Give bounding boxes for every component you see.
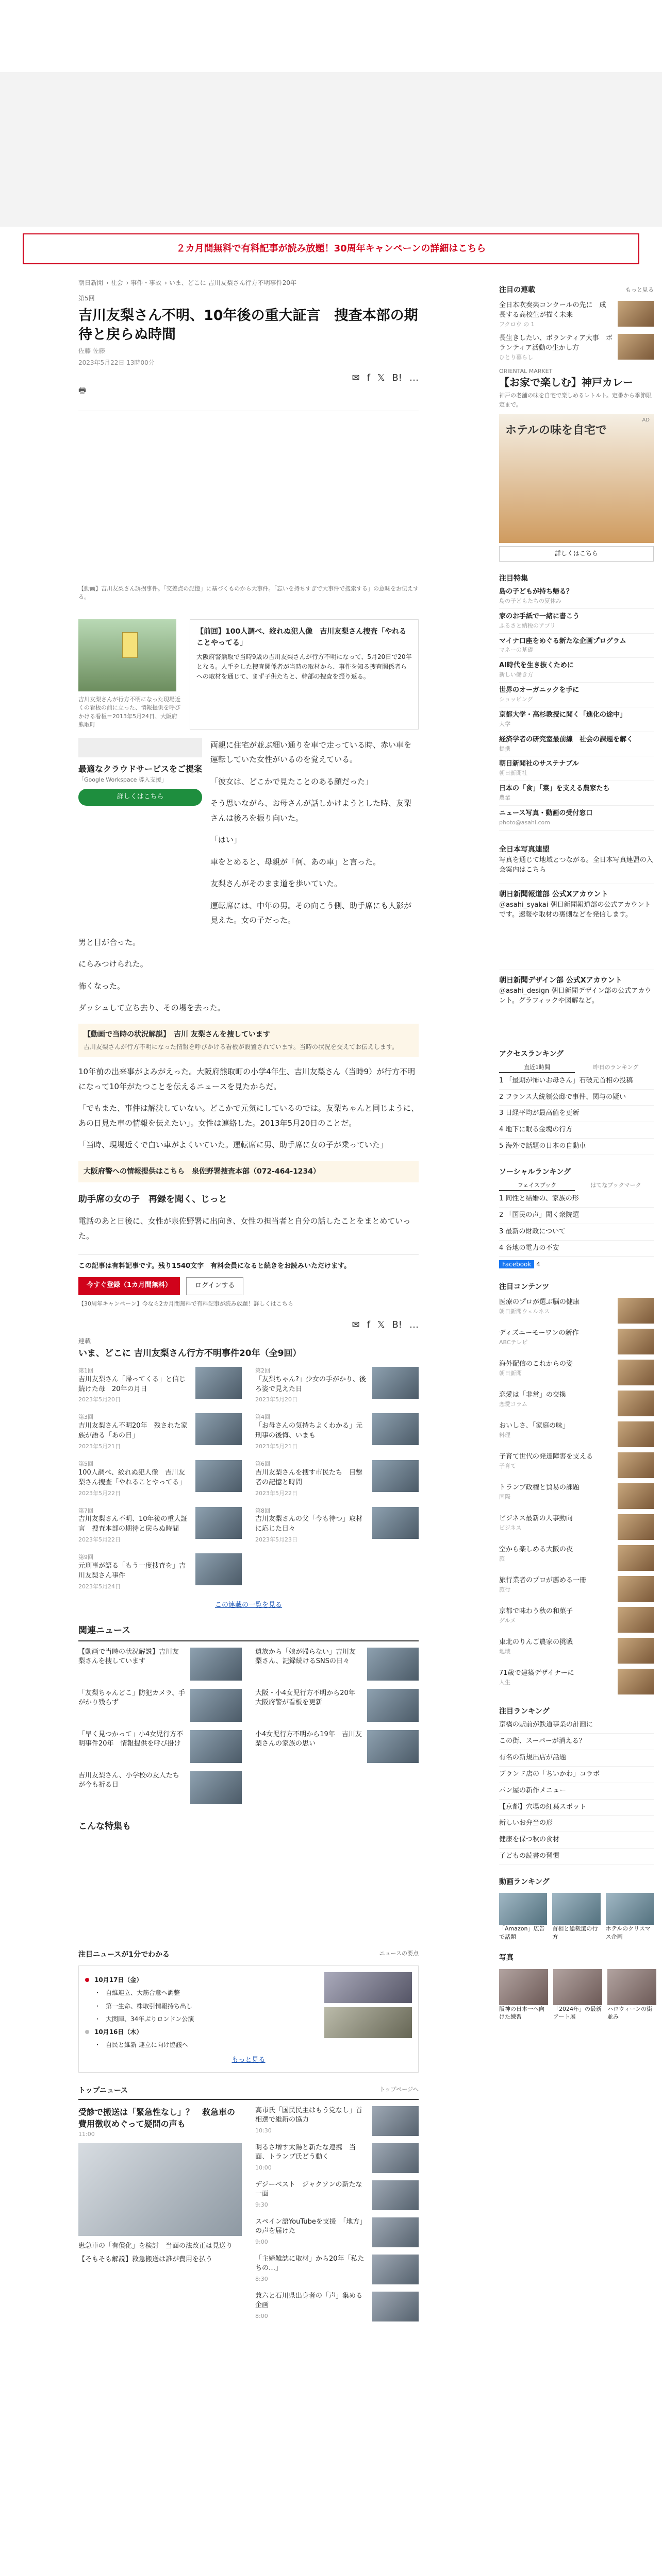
series-title[interactable]: いま、どこに 吉川友梨さん行方不明事件20年（全9回） (78, 1348, 302, 1359)
top-news-item[interactable]: 高市氏「国民民主はもう党なし」首相選で維新の協力 10:30 (255, 2106, 419, 2136)
paragraph: 電話のあと日後に、女性が泉佐野署に出向き、女性の担当者と自分の話したことをまとめていった。 (78, 1216, 411, 1241)
latest-date: 10月16日（木） (85, 2027, 316, 2037)
facebook-like[interactable] (499, 1260, 654, 1269)
ad-image (78, 738, 202, 757)
sidebar-ad-label: ORIENTAL MARKET (499, 367, 553, 375)
special-header: こんな特集も (78, 1821, 131, 1832)
series-list (78, 1367, 419, 1591)
series-item[interactable]: 第5回 100人調べ、絞れぬ犯人像 吉川友梨さん捜査「やれることやってる」 2023年5月22日 (78, 1460, 242, 1498)
latest-header-row (78, 1949, 419, 1960)
x-icon[interactable]: 𝕏 (377, 372, 385, 384)
content-item[interactable]: 旅行業者のプロが薦める一冊 旅行 (499, 1576, 654, 1602)
latest-more-link[interactable]: もっと見る (231, 2056, 266, 2064)
article-main (78, 289, 419, 2329)
paragraph: そう思いながら、お母さんが話しかけようとした時、友梨さんは後ろを振り向いた。 (210, 799, 412, 823)
paywall (78, 1255, 419, 1308)
feature-item[interactable]: 世界のオーガニックを手に ショッピング (499, 683, 654, 707)
ranking-item[interactable]: パン屋の新作メニュー (499, 1783, 654, 1800)
top-news-header-row (78, 2085, 419, 2099)
related-link-text: 吉川友梨さんが行方不明になった情報を呼びかける看板が設置されています。当時の状況を交えてお伝えします。 (84, 1043, 399, 1051)
series-item[interactable]: 第9回 元刑事が語る「もう一度捜査を」吉川友梨さん事件 2023年5月24日 (78, 1553, 242, 1591)
paragraph: 「彼女は、どこかで見たことのある顔だった」 (210, 776, 373, 786)
feature-item[interactable]: マイナ口座をめぐる新たな企画プログラム マネーの基礎 (499, 634, 654, 658)
paragraph: 怖くなった。 (78, 981, 125, 991)
related-news-item[interactable]: 「友梨ちゃんどこ」防犯カメラ、手がかり残らず (78, 1689, 242, 1722)
campaign-banner[interactable]: ２カ月間無料で有料記事が読み放題！30周年キャンペーンの詳細はこちら (23, 233, 639, 264)
content-item[interactable]: 恋愛は「非常」の交換 恋愛コラム (499, 1391, 654, 1416)
top-news-header: トップニュース (78, 2087, 128, 2095)
content-item[interactable]: ビジネス最新の人事動向 ビジネス (499, 1514, 654, 1540)
top-news-item[interactable]: スペイン語YouTubeを支援 「地方」の声を届けた 9:00 (255, 2217, 419, 2247)
sidebar (499, 284, 654, 2021)
hero-blank-area (78, 411, 419, 581)
top-news-lead[interactable]: 受診で搬送は「緊急性なし」？ 救急車の費用徴収めぐって疑問の声も (78, 2107, 236, 2129)
latest-header: 注目ニュースが1分でわかる (78, 1950, 170, 1959)
paragraph: 運転席には、中年の男。その向こう側、助手席にも人影が見えた。女の子だった。 (210, 901, 412, 925)
latest-thumb[interactable] (324, 1972, 412, 2003)
hatena-icon[interactable]: B! (392, 372, 402, 384)
top-news-lead-image[interactable] (78, 2143, 242, 2236)
ranking-list (499, 1717, 654, 1865)
ad-banner-area (0, 72, 662, 227)
video-ranking-header: 動画ランキング (499, 1877, 550, 1886)
breadcrumb-item[interactable]: 社会 (110, 279, 123, 286)
ranking-item[interactable]: 新しいお弁当の形 (499, 1816, 654, 1832)
share-toolbar-bottom (78, 1318, 419, 1333)
publish-date: 2023年5月22日 13時00分 (78, 359, 155, 367)
paragraph: 車をとめると、母親が「何、あの車」と言った。 (210, 857, 381, 867)
print-icon[interactable]: 🖶 (78, 385, 87, 396)
related-news-item[interactable]: 大阪・小4女児行方不明から20年 大阪府警が看板を更新 (255, 1689, 419, 1722)
access-ranking-header: アクセスランキング (499, 1049, 564, 1058)
content-header: 注目コンテンツ (499, 1282, 550, 1291)
feature-item[interactable]: 日本の「食」「菜」を支える農家たち 農業 (499, 781, 654, 806)
campaign-note[interactable]: 【30周年キャンペーン】今なら2カ月間無料で有料記事が読み放題！詳しくはこちら (78, 1300, 293, 1308)
content-item[interactable]: ディズニーモーワンの新作 ABCテレビ (499, 1329, 654, 1354)
top-news-item[interactable]: 「主婦雑誌に取材」から20年「私たちの…」 8:30 (255, 2255, 419, 2284)
related-news-item[interactable]: 【動画で当時の状況解説】吉川友梨さんを捜しています (78, 1648, 242, 1681)
latest-item[interactable]: ・ 自維連立、大筋合意へ調整 (94, 1989, 180, 1997)
social-item[interactable]: 2 「国民の声」聞く衆院選 (499, 1208, 654, 1224)
ranking-item[interactable]: この街、スーパーが消える？ (499, 1734, 654, 1750)
paragraph: 男と目が合った。 (78, 937, 141, 947)
tab-hatena[interactable]: はてなブックマーク (590, 1182, 641, 1189)
sidebar-features (499, 584, 654, 831)
related-news-list (78, 1648, 419, 1804)
access-list (499, 1073, 654, 1155)
content-item[interactable]: 空から楽しめる大阪の夜 旅 (499, 1545, 654, 1571)
access-item[interactable]: 3 日経平均が最高値を更新 (499, 1106, 654, 1122)
hero-caption: 【動画】吉川友梨さん誘拐事件。「交差点の記憶」に基づくものから大事件。「忘いを持ちすぎで大事件で捜索する」の意味をお伝えする。 (78, 585, 419, 601)
related-link-title[interactable]: 【動画で当時の状況解説】 吉川 友梨さんを捜しています (84, 1030, 270, 1039)
series-header: 連載 (78, 1337, 91, 1345)
ad-button[interactable]: 詳しくはこちら (78, 789, 202, 806)
news-x-promo[interactable]: 朝日新聞報道部 公式Xアカウント ＠asahi_syakai 朝日新聞報道部の公式アカウントです。速報や取材の裏側などを発信します。 (499, 884, 654, 920)
feature-item[interactable]: ニュース写真・動画の受付窓口 photo@asahi.com (499, 806, 654, 831)
access-tabs (499, 1063, 654, 1073)
content-item[interactable]: 71歳で建築デザイナーに 人生 (499, 1669, 654, 1694)
content-item[interactable]: トランプ政権と貿易の課題 国際 (499, 1483, 654, 1509)
top-news-sub[interactable]: 患急車の「有償化」を検討 当面の法改正は見送り (78, 2242, 233, 2250)
series-more-link[interactable]: この連載の一覧を見る (214, 1601, 282, 1609)
feature-item[interactable]: 家のお手紙で一緒に書こう ふるさと納税のアプリ (499, 609, 654, 634)
top-news-item[interactable]: デジーベスト ジャクソンの新たな一面 9:30 (255, 2180, 419, 2210)
content-item[interactable]: 海外配信のこれからの姿 朝日新聞 (499, 1360, 654, 1385)
sidebar-series-item[interactable]: 長生きしたい、ボランティア大事 ボランティア活動の生かし方 ひとり暮らし (499, 334, 654, 362)
photo-card[interactable]: 阪神の日本一へ向けた練習 (499, 1969, 548, 2021)
access-item[interactable]: 4 地下に眠る金塊の行方 (499, 1122, 654, 1139)
photos-row (499, 1969, 654, 2021)
paywall-text: この記事は有料記事です。残り1540文字 有料会員になると続きをお読みいただけます。 (78, 1262, 351, 1270)
mail-icon[interactable]: ✉ (352, 1319, 360, 1330)
breadcrumb-item[interactable]: いま、どこに 吉川友梨さん行方不明事件20年 (169, 279, 297, 286)
latest-box (78, 1965, 419, 2073)
breadcrumb: 朝日新聞 › 社会 › 事件・事故 › いま、どこに 吉川友梨さん行方不明事件20年 (78, 279, 297, 286)
feature-item[interactable]: 島の子どもが持ち帰る？ 島の子どもたちの夏休み (499, 584, 654, 609)
series-item[interactable]: 第7回 吉川友梨さん不明、10年後の重大証言 捜査本部の期待と戻らぬ時間 2023年5月22日 (78, 1507, 242, 1545)
content-item[interactable]: 東北のりんご農家の挑戦 地域 (499, 1638, 654, 1664)
latest-date: 10月17日（金） (85, 1975, 316, 1985)
related-box[interactable] (190, 619, 419, 730)
top-news-lead-time: 11:00 (78, 2130, 95, 2138)
social-ranking-header: ソーシャルランキング (499, 1168, 571, 1177)
video-card[interactable]: 「Amazon」広告で話題 (499, 1893, 547, 1941)
feature-item[interactable]: 経済学者の研究室最前線 社会の課題を解く 提携 (499, 732, 654, 757)
tab-yesterday[interactable]: 昨日のランキング (593, 1064, 639, 1071)
breadcrumb-item[interactable]: 事件・事故 (130, 279, 162, 286)
video-card[interactable]: 首相と総裁選の行方 (552, 1893, 600, 1941)
paragraph: 両親に住宅が並ぶ細い通りを車で走っている時、赤い車を運転していた女性がいるのを覚えている。 (210, 740, 412, 765)
photo-card[interactable]: 「2024年」の最新アート展 (553, 1969, 602, 2021)
series-item[interactable]: 第2回 「友梨ちゃん?」少女の手がかり、後ろ姿で見えた日 2023年5月20日 (255, 1367, 419, 1404)
photo-federation-promo[interactable]: 全日本写真連盟 写真を通じて地域とつながる。全日本写真連盟の入会案内はこちら (499, 839, 654, 875)
paragraph: 友梨さんがそのまま道を歩いていた。 (210, 879, 342, 889)
latest-item[interactable]: ・ 第一生命、株取引情報持ち出し (94, 2002, 193, 2010)
related-box-text: 大阪府警熊取で当時9歳の吉川友梨さんが行方不明になって、5月20日で20年となる。人手をした捜査関係者が当時の取材から、事件を知る捜査関係者らへの取材を通じて、まず子供たちと、幹部の捜査を振り返る。 (196, 653, 412, 680)
article-photo[interactable] (78, 619, 176, 691)
video-card[interactable]: ホテルのクリスマス企画 (606, 1893, 654, 1941)
subscribe-button[interactable]: 今すぐ登録（1カ月間無料） (78, 1277, 180, 1295)
author[interactable]: 佐藤 佐藤 (78, 347, 105, 355)
latest-thumb[interactable] (324, 2007, 412, 2038)
feature-item[interactable]: 京都大学・高杉教授に聞く「進化の途中」 大学 (499, 707, 654, 732)
access-item[interactable]: 2 フランス大統領公邸で事件、関与の疑い (499, 1090, 654, 1106)
more-icon[interactable]: … (409, 1319, 419, 1330)
social-list (499, 1191, 654, 1257)
latest-item[interactable]: ・ 自民と維新 連立に向け協議へ (94, 2041, 188, 2049)
series-item[interactable]: 第8回 吉川友梨さんの父「今も待つ」取材に応じた日々 2023年5月23日 (255, 1507, 419, 1545)
facebook-like-count: 4 (536, 1261, 540, 1268)
ranking-item[interactable]: 子どもの読書の習慣 (499, 1849, 654, 1865)
sidebar-ad-image[interactable]: ホテルの味を自宅で AD (499, 414, 654, 543)
access-item[interactable]: 1 「最期が怖いお母さん」石破元首相の投稿 (499, 1073, 654, 1090)
facebook-icon[interactable]: f (367, 372, 370, 384)
related-news-item[interactable]: 遺族から「娘が帰らない」吉川友梨さん、記録続けるSNSの日々 (255, 1648, 419, 1681)
hotline-box[interactable]: 大阪府警への情報提供はこちら 泉佐野署捜査本部（072-464-1234） (78, 1161, 419, 1182)
sidebar-series-more[interactable]: もっと見る (625, 286, 654, 294)
paragraph: 10年前の出来事がよみがえった。大阪府熊取町の小学4年生、吉川友梨さん（当時9）が行方不明になって10年がたつことを伝えるニュースを見たからだ。 (78, 1067, 416, 1091)
sidebar-series-header: 注目の連載 もっと見る (499, 286, 654, 294)
tab-hour[interactable]: 直近1時間 (499, 1063, 575, 1073)
facebook-like-button[interactable]: Facebook (499, 1260, 534, 1268)
article-title: 吉川友梨さん不明、10年後の重大証言 捜査本部の期待と戻らぬ時間 (78, 308, 418, 343)
design-x-promo[interactable]: 朝日新聞デザイン部 公式Xアカウント ＠asahi_design 朝日新聞デザイン部の公式アカウント。グラフィックや図解など。 (499, 970, 654, 1006)
latest-more[interactable]: ニュースの要点 (379, 1950, 419, 1957)
content-item[interactable]: おいしさ、「家庭の味」 料理 (499, 1421, 654, 1447)
related-news-item[interactable]: 小4女児行方不明から19年 吉川友梨さんの家族の思い (255, 1730, 419, 1763)
special-blank-area (78, 1836, 419, 1949)
top-news-item[interactable]: 兼六と石川県出身者の「声」集める企画 8:00 (255, 2292, 419, 2321)
paragraph: 「当時、現場近くで白い車がよくいていた。運転席に男、助手席に女の子が乗っていた」 (78, 1140, 388, 1150)
ranking-item[interactable]: 有名の新規出店が話題 (499, 1750, 654, 1767)
series-item[interactable]: 第6回 吉川友梨さんを捜す市民たち 目撃者の記憶と時間 2023年5月22日 (255, 1460, 419, 1498)
sidebar-ad-title[interactable]: 【お家で楽しむ】神戸カレー (499, 376, 633, 389)
thumb-and-related (78, 619, 419, 730)
paragraph: 「はい」 (210, 835, 242, 845)
video-ranking (499, 1893, 654, 1941)
access-item[interactable]: 5 海外で話題の日本の自動車 (499, 1139, 654, 1155)
more-icon[interactable]: … (409, 372, 419, 384)
social-tabs (499, 1181, 654, 1191)
content-list (499, 1298, 654, 1694)
mail-icon[interactable]: ✉ (352, 372, 360, 384)
facebook-icon[interactable]: f (367, 1319, 370, 1330)
related-link-box[interactable] (78, 1024, 419, 1058)
hatena-icon[interactable]: B! (392, 1319, 402, 1330)
related-news-item[interactable]: 吉川友梨さん、小学校の友人たちが今も祈る日 (78, 1771, 242, 1804)
paragraph: ダッシュして立ち去り、その場を去った。 (78, 1003, 225, 1013)
social-item[interactable]: 1 同性と結婚の、家族の形 (499, 1191, 654, 1208)
sidebar-ad-text: 神戸の老舗の味を自宅で楽しめるレトルト。定番から季節限定まで。 (499, 392, 652, 408)
photo-card[interactable]: ハロウィーンの街並み (607, 1969, 656, 2021)
ranking-header: 注目ランキング (499, 1707, 550, 1716)
sidebar-ad-button[interactable]: 詳しくはこちら (499, 546, 654, 561)
content-item[interactable]: 子育て世代の発達障害を支える 子育て (499, 1452, 654, 1478)
photo-caption: 吉川友梨さんが行方不明になった現場近くの看板の前に立った、情報提供を呼びかける看板＝2013年5月24日、大阪府熊取町 (78, 696, 180, 728)
sidebar-features-header: 注目特集 (499, 574, 528, 583)
series-item[interactable]: 第4回 「お母さんの気持ちよくわかる」元刑事の後悔、いまも 2023年5月21日 (255, 1413, 419, 1451)
tab-facebook[interactable]: フェイスブック (499, 1181, 575, 1191)
social-item[interactable]: 3 最新の財政について (499, 1224, 654, 1241)
top-news (78, 2106, 419, 2329)
paragraph: にらみつけられた。 (78, 959, 148, 969)
series-item[interactable]: 第1回 吉川友梨さん「帰ってくる」と信じ続けた母 20年の月日 2023年5月20日 (78, 1367, 242, 1404)
top-news-sub[interactable]: 【そもそも解説】救急搬送は誰が費用を払う (78, 2256, 213, 2264)
ad-sub: 「Google Workspace 導入支援」 (78, 776, 167, 784)
feature-item[interactable]: 朝日新聞社のサステナブル 朝日新聞社 (499, 756, 654, 781)
ad-title[interactable]: 最適なクラウドサービスをご提案 (78, 764, 203, 774)
ranking-item[interactable]: 【京都】穴場の紅葉スポット (499, 1800, 654, 1816)
top-news-item[interactable]: 明るさ増す太陽と新たな連携 当面、トランプ氏どう動く 10:00 (255, 2143, 419, 2173)
inline-ad[interactable] (78, 738, 202, 928)
feature-item[interactable]: AI時代を生き抜くために 新しい働き方 (499, 658, 654, 683)
x-icon[interactable]: 𝕏 (377, 1319, 385, 1330)
content-item[interactable]: 京都で味わう秋の和菓子 グルメ (499, 1607, 654, 1633)
top-news-more[interactable]: トップページへ (379, 2086, 419, 2093)
social-item[interactable]: 4 各地の電力の不安 (499, 1241, 654, 1257)
subheading: 助手席の女の子 再録を聞く、じっと (78, 1194, 227, 1205)
ranking-item[interactable]: 健康を保つ秋の食材 (499, 1832, 654, 1849)
breadcrumb-item[interactable]: 朝日新聞 (78, 279, 104, 286)
paragraph: 「でもまた、事件は解決していない。どこかで元気にしているのでは。友梨ちゃんと同じように、あの日見た車の情報を伝えたい」。女性は連絡した。2013年5月20日のことだ。 (78, 1104, 419, 1128)
ranking-item[interactable]: 京橋の駅前が鉄道事業の計画に (499, 1717, 654, 1734)
related-box-title[interactable]: 【前回】100人調べ、絞れぬ犯人像 吉川友梨さん捜査「やれることやってる」 (196, 627, 407, 648)
ranking-item[interactable]: ブランド店の「ちいかわ」コラボ (499, 1767, 654, 1783)
login-button[interactable]: ログインする (186, 1277, 243, 1295)
sidebar-series-item[interactable]: 全日本吹奏楽コンクールの先に 成長する高校生が描く未来 フクロウ の 1 (499, 301, 654, 329)
series-item[interactable]: 第3回 吉川友梨さん不明20年 残された家族が語る「あの日」 2023年5月21日 (78, 1413, 242, 1451)
related-news-item[interactable]: 「早く見つかって」小4女児行方不明事件20年 情報提供を呼び掛け (78, 1730, 242, 1763)
photos-header: 写真 (499, 1954, 514, 1962)
related-news-header: 関連ニュース (78, 1624, 419, 1641)
content-item[interactable]: 医療のプロが選ぶ脳の健康 朝日新聞ウェルネス (499, 1298, 654, 1324)
latest-item[interactable]: ・ 大関陣、34年ぶりロンドン公演 (94, 2015, 194, 2023)
series-number: 第5回 (78, 295, 95, 302)
